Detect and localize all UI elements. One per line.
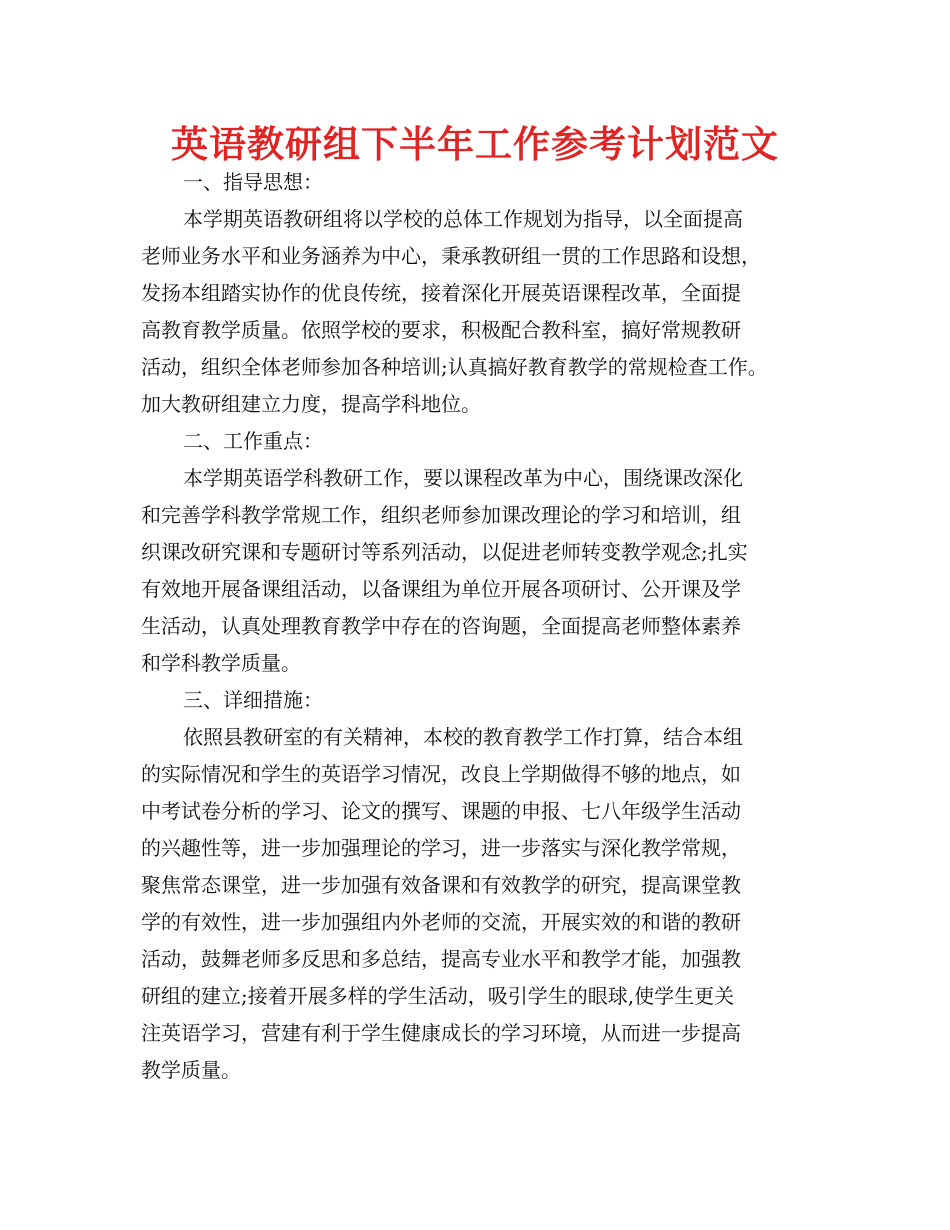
paragraph-line: 依照县教研室的有关精神，本校的教育教学工作打算，结合本组 [183, 725, 743, 749]
paragraph-line: 本学期英语学科教研工作，要以课程改革为中心，围绕课改深化 [183, 466, 743, 490]
paragraph-line: 本学期英语教研组将以学校的总体工作规划为指导，以全面提高 [183, 207, 743, 231]
paragraph-line: 有效地开展备课组活动，以备课组为单位开展各项研讨、公开课及学 [141, 577, 741, 601]
paragraph-line: 教学质量。 [141, 1058, 241, 1082]
paragraph-line: 活动，鼓舞老师多反思和多总结，提高专业水平和教学才能，加强教 [141, 947, 741, 971]
paragraph-line: 研组的建立;接着开展多样的学生活动，吸引学生的眼球,使学生更关 [141, 984, 735, 1008]
paragraph-line: 注英语学习，营建有利于学生健康成长的学习环境，从而进一步提高 [141, 1021, 741, 1045]
paragraph-line: 中考试卷分析的学习、论文的撰写、课题的申报、七八年级学生活动 [141, 799, 741, 823]
paragraph-line: 老师业务水平和业务涵养为中心，秉承教研组一贯的工作思路和设想， [141, 244, 761, 268]
paragraph-line: 高教育教学质量。依照学校的要求，积极配合教科室，搞好常规教研 [141, 318, 741, 342]
paragraph-line: 活动，组织全体老师参加各种培训;认真搞好教育教学的常规检查工作。 [141, 355, 768, 379]
paragraph-line: 和学科教学质量。 [141, 651, 301, 675]
paragraph-line: 发扬本组踏实协作的优良传统，接着深化开展英语课程改革，全面提 [141, 281, 741, 305]
paragraph-line: 生活动，认真处理教育教学中存在的咨询题，全面提高老师整体素养 [141, 614, 741, 638]
section-heading: 二、工作重点： [183, 429, 323, 453]
paragraph-line: 加大教研组建立力度，提高学科地位。 [141, 392, 481, 416]
paragraph-line: 学的有效性，进一步加强组内外老师的交流，开展实效的和谐的教研 [141, 910, 741, 934]
paragraph-line: 的兴趣性等，进一步加强理论的学习，进一步落实与深化教学常规， [141, 836, 741, 860]
paragraph-line: 和完善学科教学常规工作，组织老师参加课改理论的学习和培训，组 [141, 503, 741, 527]
document-body [141, 164, 827, 1089]
paragraph-line: 的实际情况和学生的英语学习情况，改良上学期做得不够的地点，如 [141, 762, 741, 786]
paragraph-line: 织课改研究课和专题研讨等系列活动，以促进老师转变教学观念;扎实 [141, 540, 748, 564]
paragraph-line: 聚焦常态课堂，进一步加强有效备课和有效教学的研究，提高课堂教 [141, 873, 741, 897]
section-heading: 三、详细措施： [183, 688, 323, 712]
section-heading: 一、指导思想： [183, 170, 323, 194]
document-title: 英语教研组下半年工作参考计划范文 [171, 123, 779, 166]
